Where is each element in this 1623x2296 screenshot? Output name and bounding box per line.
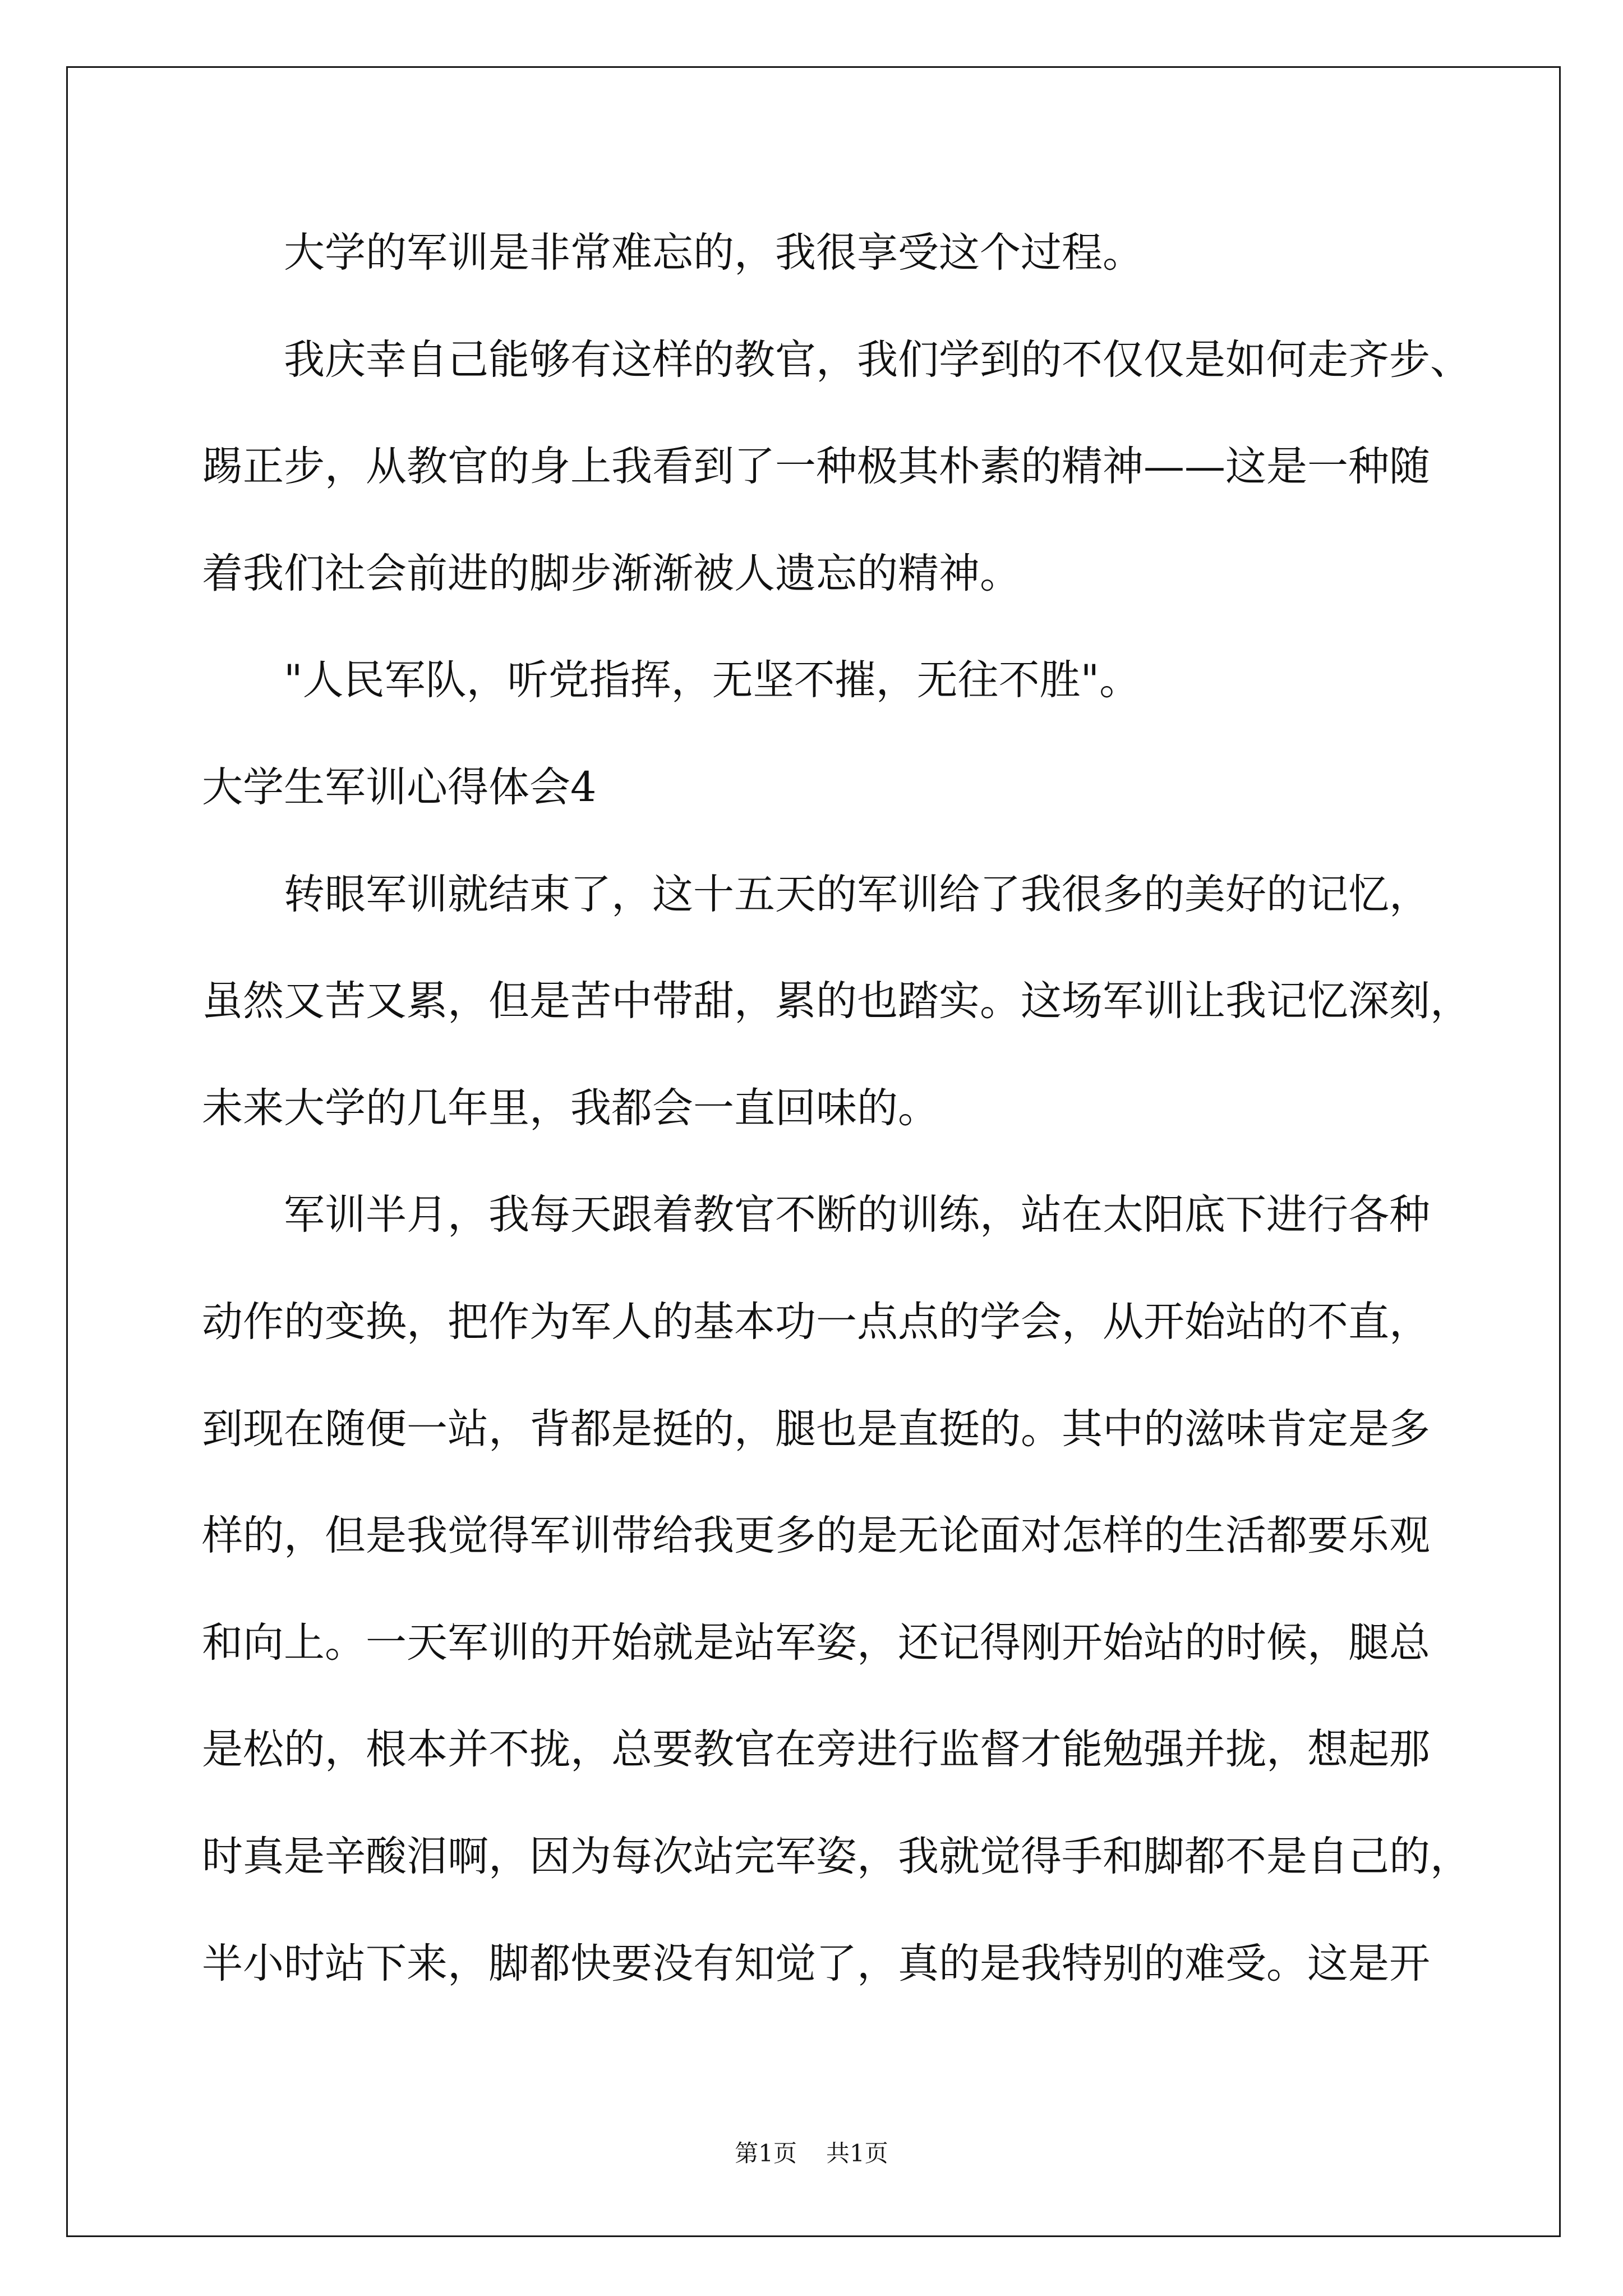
paragraph-line: 和向上。一天军训的开始就是站军姿，还记得刚开始站的时候，腿总	[202, 1618, 1430, 1667]
paragraph-line: 是松的，根本并不拢，总要教官在旁进行监督才能勉强并拢，想起那	[202, 1726, 1430, 1774]
paragraph-line: 我庆幸自己能够有这样的教官，我们学到的不仅仅是如何走齐步、	[284, 335, 1471, 384]
paragraph-line: 样的，但是我觉得军训带给我更多的是无论面对怎样的生活都要乐观	[202, 1512, 1430, 1560]
paragraph-line: 踢正步，从教官的身上我看到了一种极其朴素的精神——这是一种随	[202, 443, 1430, 491]
paragraph-line: 转眼军训就结束了，这十五天的军训给了我很多的美好的记忆，	[284, 870, 1430, 918]
body-text	[202, 200, 1542, 2017]
page-number: 第1页	[735, 2139, 797, 2167]
paragraph-line: 半小时站下来，脚都快要没有知觉了，真的是我特别的难受。这是开	[202, 1939, 1430, 1987]
paragraph-line: 动作的变换，把作为军人的基本功一点点的学会，从开始站的不直，	[202, 1297, 1430, 1346]
paragraph-line: 到现在随便一站，背都是挺的，腿也是直挺的。其中的滋味肯定是多	[202, 1405, 1430, 1453]
paragraph-line: 时真是辛酸泪啊，因为每次站完军姿，我就觉得手和脚都不是自己的，	[202, 1832, 1471, 1880]
paragraph-line: 未来大学的几年里，我都会一直回味的。	[202, 1084, 939, 1132]
page-footer	[0, 2138, 1623, 2169]
total-pages: 共1页	[826, 2139, 888, 2167]
paragraph-line: 着我们社会前进的脚步渐渐被人遗忘的精神。	[202, 549, 1021, 597]
paragraph-line: 军训半月，我每天跟着教官不断的训练，站在太阳底下进行各种	[284, 1191, 1430, 1239]
paragraph-line: 大学的军训是非常难忘的，我很享受这个过程。	[284, 229, 1144, 277]
paragraph-line: "人民军队，听党指挥，无坚不摧，无往不胜"。	[284, 656, 1141, 705]
paragraph-line: 虽然又苦又累，但是苦中带甜，累的也踏实。这场军训让我记忆深刻，	[202, 977, 1471, 1025]
section-heading: 大学生军训心得体会4	[202, 763, 597, 811]
